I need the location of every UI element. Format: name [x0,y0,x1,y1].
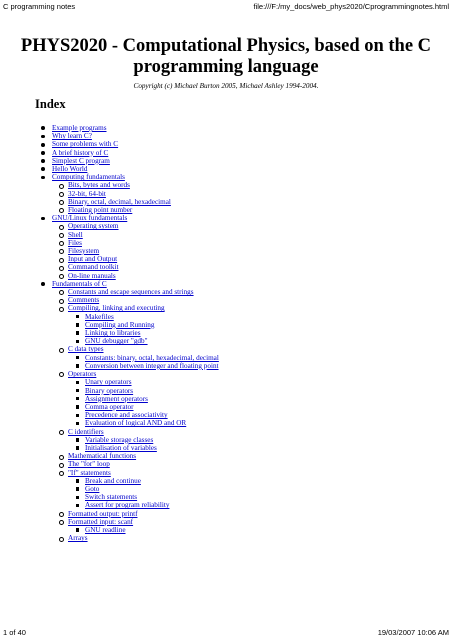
square-bullet-icon [76,315,79,318]
disc-bullet-icon [41,217,45,221]
toc-item [30,280,219,543]
circle-bullet-icon [59,348,64,353]
square-bullet-icon [76,438,79,441]
toc-item [52,255,219,263]
toc-link[interactable]: Command toolkit [68,263,119,272]
toc-sublist [68,313,219,346]
toc-link[interactable]: Makefiles [85,312,114,321]
square-bullet-icon [76,356,79,359]
toc-item [52,510,219,518]
circle-bullet-icon [59,241,64,246]
toc-item [52,206,219,214]
toc-sublist [68,354,219,370]
circle-bullet-icon [59,512,64,517]
disc-bullet-icon [41,282,45,286]
disc-bullet-icon [41,135,45,139]
toc-sublist [52,222,219,279]
circle-bullet-icon [59,192,64,197]
circle-bullet-icon [59,290,64,295]
circle-bullet-icon [59,471,64,476]
toc-item [52,304,219,345]
circle-bullet-icon [59,266,64,271]
toc-item [30,165,219,173]
toc-item [68,362,219,370]
toc-item [52,345,219,370]
toc-link[interactable]: Constants and escape sequences and strings [68,288,194,297]
toc-link[interactable]: Binary, octal, decimal, hexadecimal [68,197,171,206]
toc-link[interactable]: Floating point number [68,206,133,215]
toc-item [30,214,219,280]
circle-bullet-icon [59,537,64,542]
circle-bullet-icon [59,225,64,230]
square-bullet-icon [76,323,79,326]
toc-link[interactable]: Linking to libraries [85,329,141,338]
toc-link[interactable]: Variable storage classes [85,435,154,444]
toc-link[interactable]: Shell [68,230,83,239]
circle-bullet-icon [59,184,64,189]
toc-link[interactable]: Evaluation of logical AND and OR [85,419,187,428]
circle-bullet-icon [59,463,64,468]
toc-item [68,403,219,411]
circle-bullet-icon [59,455,64,460]
circle-bullet-icon [59,372,64,377]
toc-item [68,354,219,362]
toc-item [52,534,219,542]
toc-sublist [68,436,219,452]
square-bullet-icon [76,397,79,400]
toc-link[interactable]: Initialisation of variables [85,443,157,452]
toc-link[interactable]: C identifiers [68,427,104,436]
toc-link[interactable]: Constants: binary, octal, hexadecimal, decimal [85,353,219,362]
toc-link[interactable]: Switch statements [85,493,138,502]
square-bullet-icon [76,364,79,367]
disc-bullet-icon [41,143,45,147]
toc-item [52,428,219,453]
toc-link[interactable]: Operators [68,370,97,379]
disc-bullet-icon [41,167,45,171]
toc-item [52,370,219,427]
square-bullet-icon [76,381,79,384]
toc-link[interactable]: A brief history of C [52,148,109,157]
toc-item [68,526,219,534]
toc-link[interactable]: Operating system [68,222,119,231]
disc-bullet-icon [41,176,45,180]
toc-item [68,411,219,419]
circle-bullet-icon [59,258,64,263]
square-bullet-icon [76,340,79,343]
toc-link[interactable]: Goto [85,484,100,493]
toc-link[interactable]: GNU/Linux fundamentals [52,214,128,223]
toc-item [68,501,219,509]
toc-item [52,518,219,534]
toc-link[interactable]: Hello World [52,165,88,174]
toc-link[interactable]: Example programs [52,124,107,132]
toc-link[interactable]: Fundamentals of C [52,279,107,288]
toc-item [30,173,219,214]
toc-item [52,460,219,468]
toc-item [68,436,219,444]
toc-link[interactable]: Formatted input: scanf [68,517,134,526]
toc-sublist [52,181,219,214]
toc-item [30,149,219,157]
page-title: PHYS2020 - Computational Physics, based on the C programming language [20,36,432,77]
toc-link[interactable]: Bits, bytes and words [68,181,130,190]
circle-bullet-icon [59,520,64,525]
toc-link[interactable]: "If" statements [68,468,111,477]
square-bullet-icon [76,422,79,425]
toc-item [52,181,219,189]
print-timestamp: 19/03/2007 10:06 AM [377,628,449,637]
circle-bullet-icon [59,200,64,205]
toc-link[interactable]: C data types [68,345,104,354]
circle-bullet-icon [59,233,64,238]
toc-item [52,231,219,239]
square-bullet-icon [76,331,79,334]
toc-sublist [68,378,219,427]
square-bullet-icon [76,496,79,499]
toc-link[interactable]: Some problems with C [52,140,119,149]
toc-link[interactable]: Binary operators [85,386,134,395]
toc-item [68,485,219,493]
square-bullet-icon [76,389,79,392]
toc-sublist [52,288,219,542]
toc-item [68,493,219,501]
toc-link[interactable]: GNU debugger "gdb" [85,337,148,346]
table-of-contents [30,124,219,542]
disc-bullet-icon [41,126,45,130]
toc-list [30,124,219,542]
toc-item [52,452,219,460]
disc-bullet-icon [41,151,45,155]
toc-link[interactable]: Comments [68,296,100,305]
print-header [0,0,452,12]
toc-item [68,313,219,321]
circle-bullet-icon [59,208,64,213]
toc-item [68,321,219,329]
toc-item [30,140,219,148]
toc-link[interactable]: Precedence and associativity [85,411,168,420]
toc-link[interactable]: Arrays [68,534,88,543]
copyright-notice: Copyright (c) Michael Burton 2005, Michael Ashley 1994-2004. [133,82,319,90]
toc-link[interactable]: Compiling and Running [85,320,155,329]
toc-item [68,378,219,386]
toc-link[interactable]: Input and Output [68,255,118,264]
square-bullet-icon [76,504,79,507]
toc-item [52,272,219,280]
toc-sublist [68,526,219,534]
toc-item [52,239,219,247]
disc-bullet-icon [41,159,45,163]
toc-link[interactable]: Mathematical functions [68,452,137,461]
toc-link[interactable]: Formatted output: printf [68,509,138,518]
toc-item [30,157,219,165]
square-bullet-icon [76,405,79,408]
square-bullet-icon [76,528,79,531]
index-heading: Index [35,97,66,111]
circle-bullet-icon [59,249,64,254]
toc-link[interactable]: Computing fundamentals [52,173,125,182]
print-header-title: C programming notes [3,2,76,11]
toc-link[interactable]: Assert for program reliability [85,501,170,510]
toc-link[interactable]: Filesystem [68,247,100,256]
toc-item [30,132,219,140]
print-header-url: file:///F:/my_docs/web_phys2020/Cprogrammingnotes.html [253,2,449,11]
toc-item [68,395,219,403]
toc-item [52,288,219,296]
circle-bullet-icon [59,430,64,435]
toc-link[interactable]: Unary operators [85,378,132,387]
circle-bullet-icon [59,307,64,312]
print-footer [0,628,452,640]
toc-link[interactable]: Files [68,238,82,247]
toc-item [52,296,219,304]
circle-bullet-icon [59,274,64,279]
toc-item [52,222,219,230]
toc-item [52,190,219,198]
toc-link[interactable]: Conversion between integer and floating point [85,361,219,370]
toc-sublist [68,477,219,510]
square-bullet-icon [76,487,79,490]
toc-link[interactable]: Comma operator [85,402,134,411]
toc-item [52,469,219,510]
toc-item [52,247,219,255]
toc-link[interactable]: Break and continue [85,476,141,485]
toc-link[interactable]: 32-bit, 64-bit [68,189,106,198]
square-bullet-icon [76,414,79,417]
toc-item [30,124,219,132]
page-count: 1 of 40 [3,628,26,637]
toc-item [68,477,219,485]
toc-link[interactable]: Simplest C program [52,156,110,165]
toc-item [68,444,219,452]
toc-item [68,387,219,395]
toc-link[interactable]: Assignment operators [85,394,148,403]
toc-item [68,329,219,337]
circle-bullet-icon [59,299,64,304]
toc-link[interactable]: The "for" loop [68,460,110,469]
toc-link[interactable]: On-line manuals [68,271,116,280]
toc-item [68,419,219,427]
toc-item [52,198,219,206]
toc-link[interactable]: Why learn C? [52,132,92,141]
toc-link[interactable]: GNU readline [85,525,126,534]
toc-item [68,337,219,345]
square-bullet-icon [76,446,79,449]
square-bullet-icon [76,479,79,482]
toc-link[interactable]: Compiling, linking and executing [68,304,165,313]
toc-item [52,263,219,271]
